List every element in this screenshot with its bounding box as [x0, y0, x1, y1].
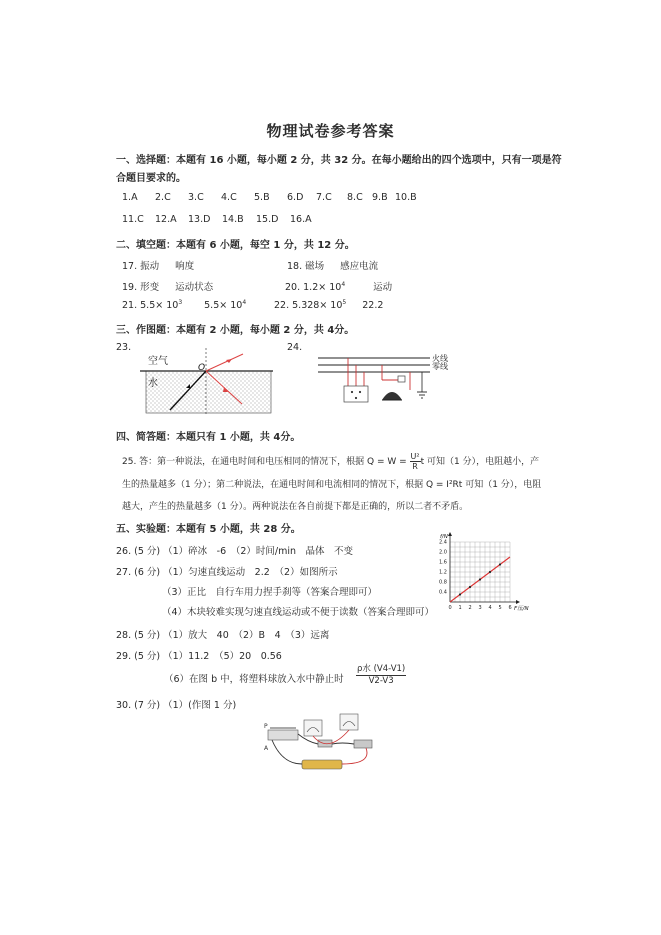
answer-27-line-1: 27. (6 分) （1）匀速直线运动 2.2 （2）如图所示: [116, 567, 338, 578]
live-wire-label: 火线: [432, 354, 448, 363]
water-region: [146, 371, 271, 413]
y-tick-label: 1.6: [439, 559, 447, 566]
choice-answer: 6.D: [287, 192, 304, 203]
choice-answer: 1.A: [122, 192, 138, 203]
x-tick-label: 4: [488, 605, 492, 611]
y-axis-label: f/N: [440, 534, 448, 540]
choice-answer: 15.D: [256, 214, 279, 225]
y-tick-label: 0.8: [439, 579, 447, 586]
household-circuit-diagram: [318, 350, 466, 410]
section-1-heading: 一、选择题：本题有 16 小题，每小题 2 分，共 32 分。在每小题给出的四个选项中，只有一项是符: [116, 155, 562, 166]
choice-answer: 13.D: [188, 214, 211, 225]
choice-answer: 12.A: [155, 214, 177, 225]
page-title: 物理试卷参考答案: [266, 122, 395, 140]
answer-17: 17. 振动 响度: [122, 261, 195, 272]
choice-answer: 9.B: [372, 192, 388, 203]
choice-answer: 14.B: [222, 214, 244, 225]
data-point: [499, 563, 501, 565]
x-axis-label: F压/N: [514, 606, 529, 612]
data-point: [479, 578, 481, 580]
x-tick-label: 1: [458, 605, 462, 611]
answer-26: 26. (5 分) （1）碎冰 -6 （2）时间/min 晶体 不变: [116, 546, 354, 557]
choice-answer: 5.B: [254, 192, 270, 203]
svg-text:P: P: [264, 723, 268, 730]
answer-21: 21. $5.5\times 10^3$ $5.5\times 10^4$: [122, 299, 247, 312]
y-tick-label: 0.4: [439, 589, 447, 596]
battery-icon: [302, 760, 342, 769]
choice-answer: 8.C: [347, 192, 363, 203]
question-23-number: 23.: [116, 342, 132, 353]
choice-answer: 7.C: [316, 192, 332, 203]
answer-18: 18. 磁场 感应电流: [287, 261, 379, 272]
rheostat-icon: [268, 730, 298, 740]
answer-27-line-3: （4）木块较难实现匀速直线运动或不便于读数（答案合理即可）: [162, 607, 435, 618]
answer-30: 30. (7 分) （1）(作图 1 分): [116, 700, 237, 711]
switch-icon: [398, 376, 405, 382]
refraction-diagram: [140, 344, 275, 416]
answer-20: 20. $1.2\times 10^4$ 运动: [285, 280, 393, 293]
x-tick-label: 6: [508, 605, 512, 611]
data-point: [489, 571, 491, 573]
answer-28: 28. (5 分) （1）放大 40 （2）B 4 （3）远离: [116, 630, 330, 641]
x-axis-arrow-icon: [516, 600, 520, 604]
section-1-heading-cont: 合题目要求的。: [116, 173, 186, 184]
x-tick-label: 0: [448, 605, 452, 611]
answer-22: 22. $5.328\times 10^5$ 22.2: [274, 299, 384, 312]
question-24-number: 24.: [287, 342, 303, 353]
x-tick-label: 5: [498, 605, 502, 611]
point-o-label: O: [198, 363, 206, 373]
density-formula: $\frac{\text{ρ水 (V4-V1)}}{V2-V3}$: [357, 664, 406, 686]
choice-answer: 11.C: [122, 214, 144, 225]
switch-icon: [354, 740, 372, 748]
neutral-wire-label: 零线: [432, 362, 448, 371]
data-point: [459, 593, 461, 595]
ammeter-icon: [304, 720, 322, 736]
answer-25-line-2: 生的热量越多（1 分）；第二种说法，在通电时间和电流相同的情况下，根据 Q = I²Rt 可知（1 分），电阻: [122, 480, 542, 490]
answer-25-line-3: 越大，产生的热量越多（1 分）。两种说法在各自前提下都是正确的，所以二者不矛盾。: [122, 502, 469, 512]
lamp-icon: [382, 392, 402, 400]
friction-force-chart: [430, 530, 530, 616]
answer-25-line-1: 25. 答：第一种说法，在通电时间和电压相同的情况下，根据 Q = W = $\frac{\text{U²}}{R}$ t 可知（1 分），电阻越小，产: [122, 452, 540, 471]
data-point: [469, 586, 471, 588]
x-tick-label: 2: [468, 605, 472, 611]
answer-27-line-2: （3）正比 自行车用力捏手刹等（答案合理即可）: [162, 587, 378, 598]
answer-19: 19. 形变 运动状态: [122, 282, 214, 293]
choice-answer: 3.C: [188, 192, 204, 203]
section-3-heading: 三、作图题：本题有 2 小题，每小题 2 分，共 4分。: [116, 325, 355, 336]
choice-answer: 2.C: [155, 192, 171, 203]
voltmeter-icon: [340, 714, 358, 730]
section-5-heading: 五、实验题：本题有 5 小题，共 28 分。: [116, 524, 301, 535]
section-4-heading: 四、简答题：本题只有 1 小题，共 4分。: [116, 432, 301, 443]
section-2-heading: 二、填空题：本题有 6 小题，每空 1 分，共 12 分。: [116, 240, 355, 251]
choice-answer: 16.A: [290, 214, 312, 225]
svg-text:A: A: [264, 745, 269, 752]
circuit-experiment-figure: [262, 714, 404, 774]
y-tick-label: 1.2: [439, 569, 447, 576]
x-tick-label: 3: [478, 605, 482, 611]
y-axis-arrow-icon: [448, 532, 452, 536]
y-tick-label: 2.0: [439, 549, 447, 556]
y-tick-label: 2.4: [439, 539, 447, 546]
refracted-ray: [206, 354, 243, 371]
answer-29-line-2: （6）在图 b 中，将塑料球放入水中静止时: [164, 674, 344, 685]
socket-icon: [344, 386, 368, 402]
choice-answer: 10.B: [395, 192, 417, 203]
water-label: 水: [148, 378, 158, 389]
answer-29-line-1: 29. (5 分) （1）11.2 （5）20 0.56: [116, 651, 282, 662]
air-label: 空气: [148, 356, 168, 367]
choice-answer: 4.C: [221, 192, 237, 203]
